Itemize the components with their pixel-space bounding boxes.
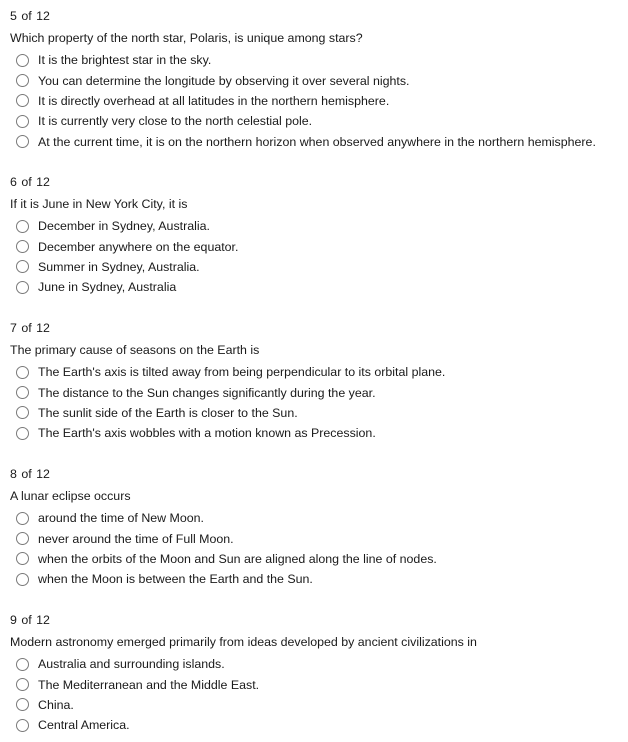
options-group	[10, 50, 622, 152]
radio-button[interactable]	[16, 532, 29, 545]
option-label: The sunlit side of the Earth is closer to the Sun.	[38, 405, 298, 420]
options-group	[10, 654, 622, 736]
question-7	[10, 312, 622, 444]
radio-button[interactable]	[16, 552, 29, 565]
radio-button[interactable]	[16, 220, 29, 233]
option-label: never around the time of Full Moon.	[38, 531, 234, 546]
option-label: At the current time, it is on the northern horizon when observed anywhere in the northern hemisphere.	[38, 134, 596, 149]
question-8	[10, 458, 622, 590]
option-label: You can determine the longitude by observing it over several nights.	[38, 73, 410, 88]
options-group	[10, 216, 622, 298]
question-9	[10, 604, 622, 736]
option-q9-d[interactable]	[10, 715, 622, 735]
options-group	[10, 508, 622, 590]
radio-button[interactable]	[16, 260, 29, 273]
option-q7-c[interactable]	[10, 403, 622, 423]
question-text: The primary cause of seasons on the Earth is	[10, 343, 260, 357]
radio-button[interactable]	[16, 406, 29, 419]
question-text: A lunar eclipse occurs	[10, 489, 131, 503]
option-label: December anywhere on the equator.	[38, 239, 239, 254]
option-q5-e[interactable]	[10, 132, 622, 152]
option-q9-b[interactable]	[10, 674, 622, 694]
option-q7-b[interactable]	[10, 382, 622, 402]
option-q7-a[interactable]	[10, 362, 622, 382]
option-q6-b[interactable]	[10, 236, 622, 256]
option-label: It is currently very close to the north celestial pole.	[38, 114, 313, 129]
option-label: Australia and surrounding islands.	[38, 657, 225, 672]
question-counter: 7 of 12	[10, 321, 50, 335]
option-q6-a[interactable]	[10, 216, 622, 236]
option-label: Central America.	[38, 718, 130, 733]
option-label: The distance to the Sun changes significantly during the year.	[38, 385, 376, 400]
radio-button[interactable]	[16, 366, 29, 379]
option-label: June in Sydney, Australia	[38, 280, 177, 295]
radio-button[interactable]	[16, 427, 29, 440]
option-label: It is directly overhead at all latitudes in the northern hemisphere.	[38, 93, 390, 108]
radio-button[interactable]	[16, 698, 29, 711]
radio-button[interactable]	[16, 240, 29, 253]
question-text: Modern astronomy emerged primarily from ideas developed by ancient civilizations in	[10, 635, 477, 649]
question-counter: 9 of 12	[10, 613, 50, 627]
options-group	[10, 362, 622, 444]
option-label: when the orbits of the Moon and Sun are aligned along the line of nodes.	[38, 551, 437, 566]
radio-button[interactable]	[16, 115, 29, 128]
radio-button[interactable]	[16, 54, 29, 67]
radio-button[interactable]	[16, 74, 29, 87]
question-6	[10, 166, 622, 298]
option-q5-c[interactable]	[10, 91, 622, 111]
option-label: It is the brightest star in the sky.	[38, 53, 212, 68]
option-label: The Mediterranean and the Middle East.	[38, 677, 260, 692]
question-counter: 5 of 12	[10, 9, 50, 23]
radio-button[interactable]	[16, 678, 29, 691]
option-q8-c[interactable]	[10, 549, 622, 569]
option-label: The Earth's axis wobbles with a motion known as Precession.	[38, 426, 376, 441]
option-q8-b[interactable]	[10, 528, 622, 548]
option-q6-c[interactable]	[10, 257, 622, 277]
option-q5-b[interactable]	[10, 70, 622, 90]
option-q5-d[interactable]	[10, 111, 622, 131]
question-counter: 8 of 12	[10, 467, 50, 481]
option-label: around the time of New Moon.	[38, 511, 204, 526]
option-label: The Earth's axis is tilted away from being perpendicular to its orbital plane.	[38, 365, 446, 380]
question-5	[10, 0, 622, 152]
radio-button[interactable]	[16, 719, 29, 732]
option-q7-d[interactable]	[10, 423, 622, 443]
radio-button[interactable]	[16, 658, 29, 671]
option-label: when the Moon is between the Earth and the Sun.	[38, 572, 313, 587]
option-q5-a[interactable]	[10, 50, 622, 70]
radio-button[interactable]	[16, 573, 29, 586]
question-text: If it is June in New York City, it is	[10, 197, 188, 211]
option-label: Summer in Sydney, Australia.	[38, 259, 200, 274]
radio-button[interactable]	[16, 135, 29, 148]
option-q9-a[interactable]	[10, 654, 622, 674]
radio-button[interactable]	[16, 512, 29, 525]
option-q8-d[interactable]	[10, 569, 622, 589]
question-text: Which property of the north star, Polaris, is unique among stars?	[10, 31, 363, 45]
radio-button[interactable]	[16, 281, 29, 294]
radio-button[interactable]	[16, 94, 29, 107]
option-label: China.	[38, 697, 74, 712]
option-label: December in Sydney, Australia.	[38, 219, 210, 234]
option-q9-c[interactable]	[10, 695, 622, 715]
question-counter: 6 of 12	[10, 175, 50, 189]
radio-button[interactable]	[16, 386, 29, 399]
option-q6-d[interactable]	[10, 277, 622, 297]
option-q8-a[interactable]	[10, 508, 622, 528]
